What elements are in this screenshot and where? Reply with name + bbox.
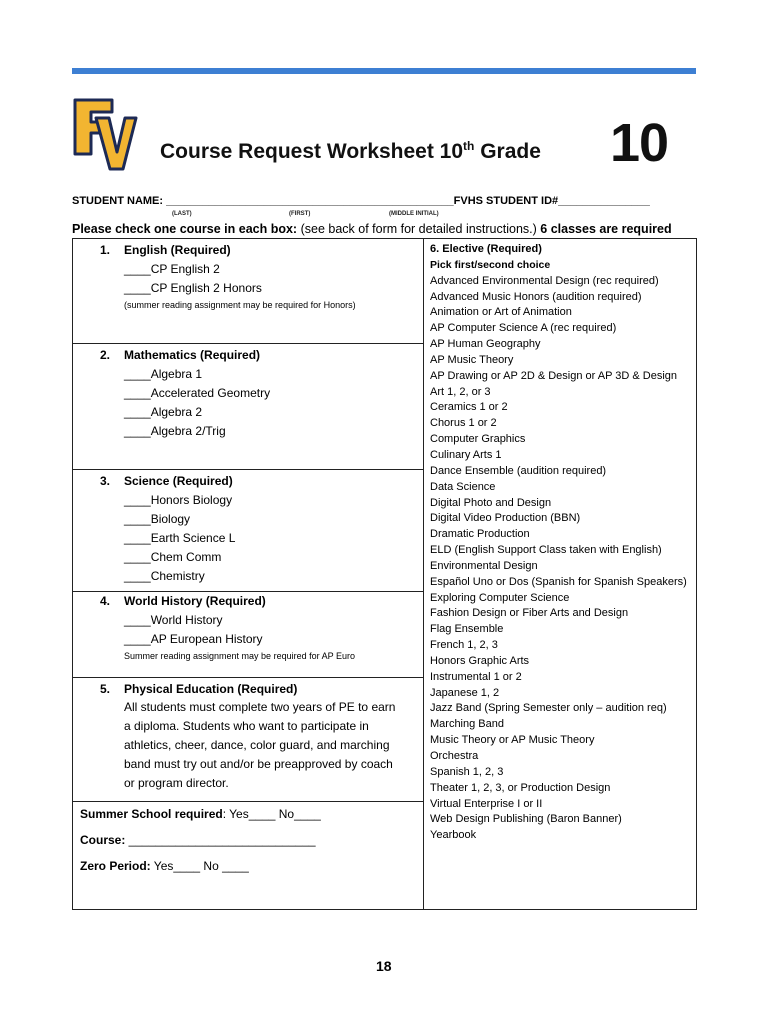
elective-item[interactable]: Dramatic Production (430, 528, 530, 541)
grade-number: 10 (610, 113, 669, 173)
elective-item[interactable]: Computer Graphics (430, 433, 526, 446)
math-option[interactable]: ____Algebra 1 (124, 367, 203, 381)
elective-item[interactable]: Chorus 1 or 2 (430, 417, 497, 430)
science-option[interactable]: ____Biology (124, 512, 191, 526)
elective-subtitle: Pick first/second choice (430, 258, 551, 271)
page-number: 18 (376, 958, 392, 974)
summer-school-row[interactable]: Summer School required: Yes____ No____ (80, 807, 321, 821)
row-divider (72, 469, 424, 470)
history-option[interactable]: ____AP European History (124, 632, 263, 646)
elective-item[interactable]: Digital Photo and Design (430, 496, 552, 509)
history-note: Summer reading assignment may be required for AP Euro (124, 651, 355, 661)
elective-item[interactable]: Culinary Arts 1 (430, 448, 502, 461)
elective-item[interactable]: Japanese 1, 2 (430, 686, 500, 699)
math-title: Mathematics (Required) (124, 348, 261, 362)
elective-item[interactable]: Art 1, 2, or 3 (430, 385, 491, 398)
first-name-label: (FIRST) (289, 211, 311, 217)
zero-period-row[interactable]: Zero Period: Yes____ No ____ (80, 859, 249, 873)
science-option[interactable]: ____Honors Biology (124, 493, 233, 507)
elective-item[interactable]: Yearbook (430, 829, 477, 842)
pe-section: 5. Physical Education (Required) (100, 682, 298, 696)
elective-item[interactable]: Ceramics 1 or 2 (430, 401, 508, 414)
elective-item[interactable]: Jazz Band (Spring Semester only – audition req) (430, 702, 667, 715)
elective-item[interactable]: Data Science (430, 480, 496, 493)
elective-item[interactable]: AP Computer Science A (rec required) (430, 322, 617, 335)
elective-item[interactable]: Digital Video Production (BBN) (430, 512, 581, 525)
english-option[interactable]: ____CP English 2 (124, 262, 220, 276)
elective-section (430, 242, 696, 844)
history-title: World History (Required) (124, 594, 266, 608)
elective-item[interactable]: Marching Band (430, 718, 504, 731)
pe-description: All students must complete two years of PE to earn a diploma. Students who want to participate in athletics, cheer, dance, color guard, and marching band must try out and/or be preapproved by coach or program director. (124, 700, 396, 790)
english-option[interactable]: ____CP English 2 Honors (124, 281, 262, 295)
middle-initial-label: (MIDDLE INITIAL) (389, 211, 439, 217)
english-note: (summer reading assignment may be required for Honors) (124, 300, 356, 310)
elective-item[interactable]: Exploring Computer Science (430, 591, 570, 604)
science-option[interactable]: ____Earth Science L (124, 531, 236, 545)
math-option[interactable]: ____Algebra 2 (124, 405, 203, 419)
science-option[interactable]: ____Chem Comm (124, 550, 222, 564)
column-divider (423, 238, 424, 910)
elective-item[interactable]: Spanish 1, 2, 3 (430, 765, 504, 778)
summer-course-row[interactable]: Course: ____________________________ (80, 833, 316, 847)
last-name-label: (LAST) (172, 211, 192, 217)
elective-item[interactable]: ELD (English Support Class taken with English) (430, 544, 662, 557)
elective-item[interactable]: Advanced Music Honors (audition required) (430, 290, 642, 303)
history-section: 4. World History (Required) ____World History ____AP European History Summer reading assignment may be required for AP Euro (100, 594, 355, 661)
elective-item[interactable]: Honors Graphic Arts (430, 654, 530, 667)
elective-title: 6. Elective (Required) (430, 243, 542, 255)
elective-item[interactable]: Español Uno or Dos (Spanish for Spanish Speakers) (430, 575, 687, 588)
elective-item[interactable]: Theater 1, 2, 3, or Production Design (430, 781, 611, 794)
elective-item[interactable]: Animation or Art of Animation (430, 306, 572, 319)
row-divider (72, 677, 424, 678)
history-option[interactable]: ____World History (124, 613, 223, 627)
elective-item[interactable]: Fashion Design or Fiber Arts and Design (430, 607, 629, 620)
science-section: 3. Science (Required) ____Honors Biology ____Biology ____Earth Science L ____Chem Comm ____Chemistry (100, 472, 235, 586)
student-name-line: STUDENT NAME: _______________________________________________FVHS STUDENT ID#_______________ (72, 195, 650, 207)
elective-item[interactable]: Music Theory or AP Music Theory (430, 734, 595, 747)
english-section: 1. English (Required) ____CP English 2 ____CP English 2 Honors (summer reading assignment may be required for Honors) (100, 243, 356, 310)
header-accent-bar (72, 68, 696, 74)
science-title: Science (Required) (124, 474, 233, 488)
page-title: Course Request Worksheet 10th Grade (160, 139, 541, 163)
elective-item[interactable]: Web Design Publishing (Baron Banner) (430, 813, 622, 826)
elective-item[interactable]: Environmental Design (430, 559, 538, 572)
elective-item[interactable]: Dance Ensemble (audition required) (430, 464, 607, 477)
row-divider (72, 343, 424, 344)
science-option[interactable]: ____Chemistry (124, 569, 205, 583)
elective-item[interactable]: French 1, 2, 3 (430, 639, 498, 652)
elective-item[interactable]: AP Human Geography (430, 338, 541, 351)
math-section: 2. Mathematics (Required) ____Algebra 1 ____Accelerated Geometry ____Algebra 2 ____Algebra 2/Trig (100, 346, 270, 441)
fv-logo-icon (72, 96, 138, 172)
english-title: English (Required) (124, 243, 231, 257)
math-option[interactable]: ____Algebra 2/Trig (124, 424, 226, 438)
elective-item[interactable]: AP Drawing or AP 2D & Design or AP 3D & Design (430, 369, 678, 382)
elective-item[interactable]: Flag Ensemble (430, 623, 504, 636)
elective-item[interactable]: Instrumental 1 or 2 (430, 670, 522, 683)
row-divider (72, 801, 424, 802)
elective-list (430, 274, 696, 844)
elective-item[interactable]: AP Music Theory (430, 353, 514, 366)
elective-item[interactable]: Orchestra (430, 750, 479, 762)
pe-title: Physical Education (Required) (124, 682, 298, 696)
elective-item[interactable]: Virtual Enterprise I or II (430, 797, 543, 810)
math-option[interactable]: ____Accelerated Geometry (124, 386, 271, 400)
elective-item[interactable]: Advanced Environmental Design (rec required) (430, 274, 659, 287)
instructions: Please check one course in each box: (see back of form for detailed instructions.) 6 classes are required (72, 222, 672, 236)
